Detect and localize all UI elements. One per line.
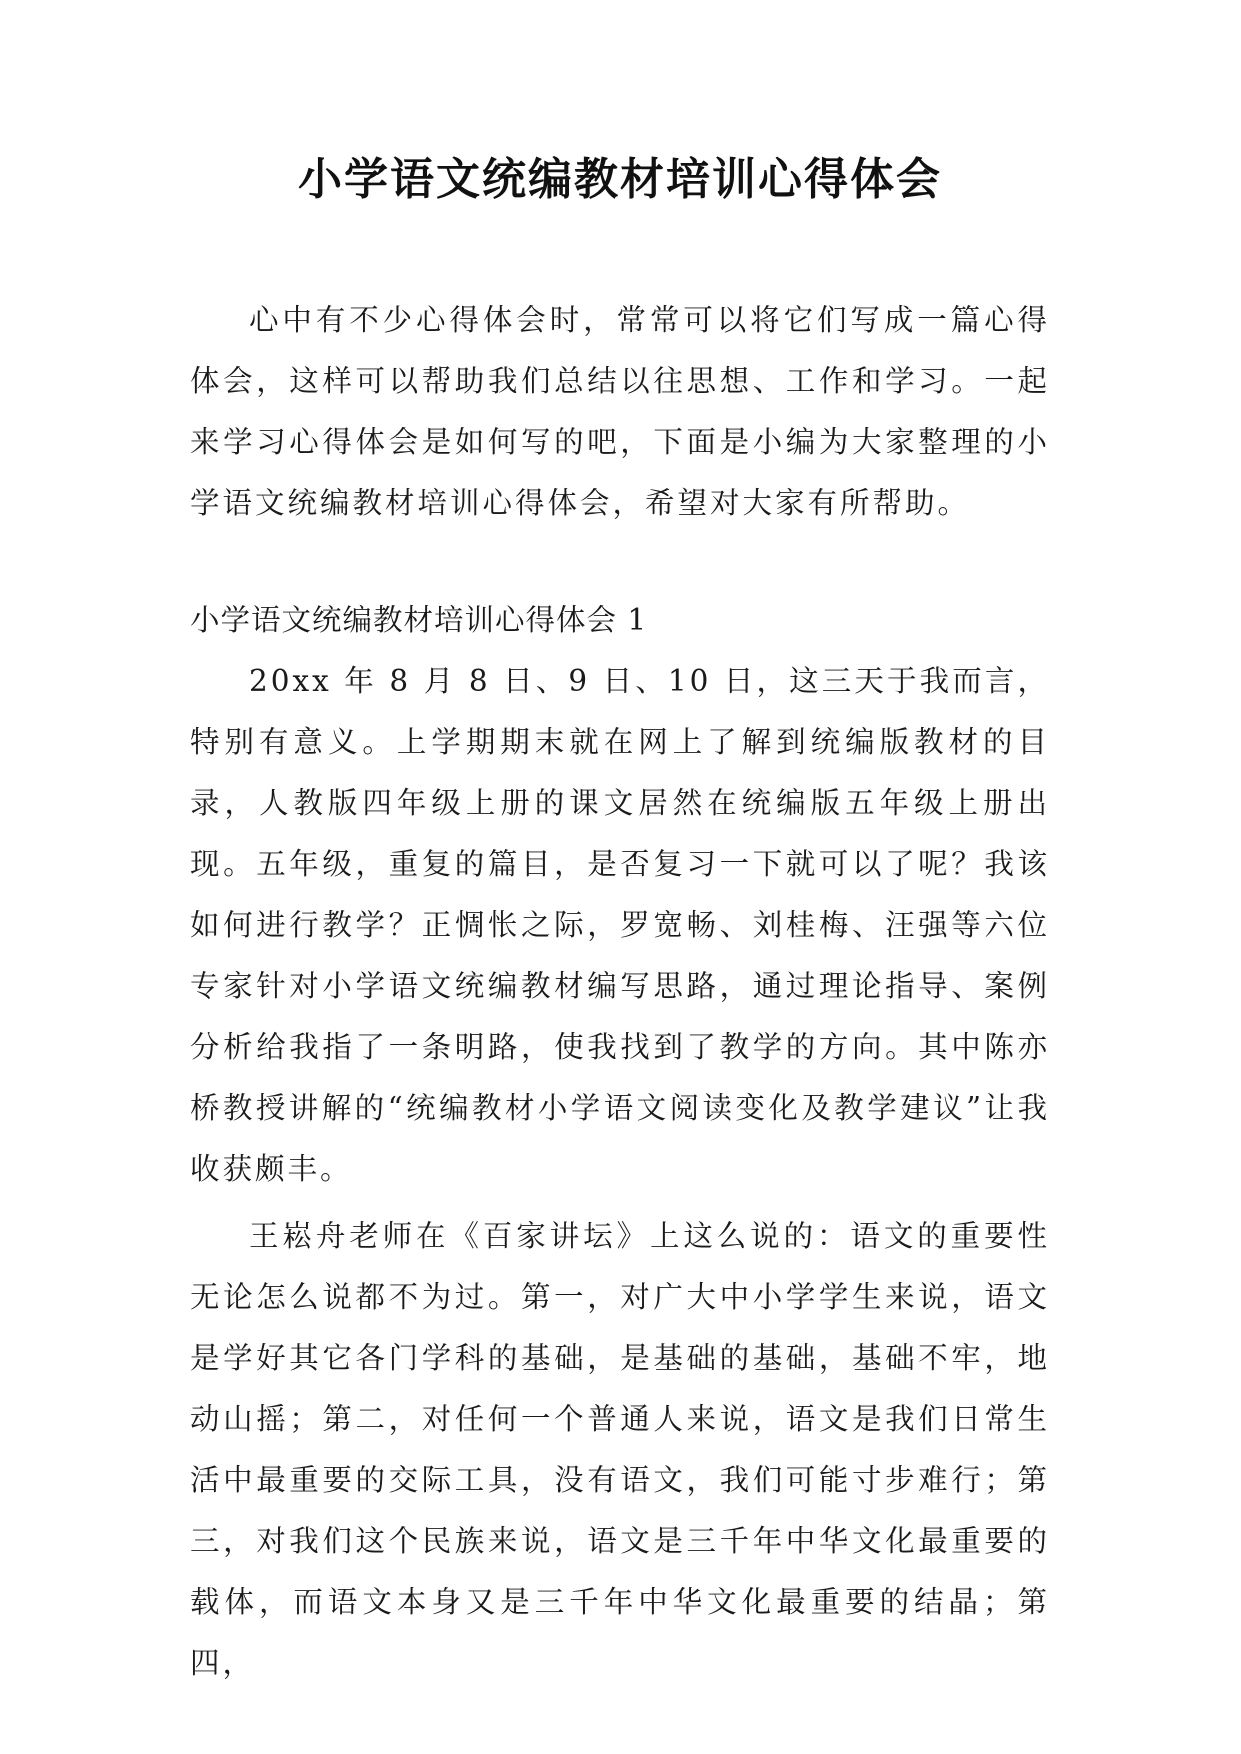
document-page xyxy=(190,150,1050,1694)
document-title: 小学语文统编教材培训心得体会 xyxy=(298,154,942,205)
section-heading: 小学语文统编教材培训心得体会 1 xyxy=(190,603,648,637)
body-paragraph-2: 王崧舟老师在《百家讲坛》上这么说的：语文的重要性无论怎么说都不为过。第一，对广大中小学学生来说，语文是学好其它各门学科的基础，是基础的基础，基础不牢，地动山摇；第二，对任何一个普通人来说，语文是我们日常生活中最重要的交际工具，没有语文，我们可能寸步难行；第三，对我们这个民族来说，语文是三千年中华文化最重要的载体，而语文本身又是三千年中华文化最重要的结晶；第四， xyxy=(190,1219,1050,1680)
intro-paragraph: 心中有不少心得体会时，常常可以将它们写成一篇心得体会，这样可以帮助我们总结以往思想、工作和学习。一起来学习心得体会是如何写的吧，下面是小编为大家整理的小学语文统编教材培训心得体会，希望对大家有所帮助。 xyxy=(190,303,1050,520)
body-paragraph-1: 20xx 年 8 月 8 日、9 日、10 日，这三天于我而言，特别有意义。上学期期末就在网上了解到统编版教材的目录，人教版四年级上册的课文居然在统编版五年级上册出现。五年级，重复的篇目，是否复习一下就可以了呢？我该如何进行教学？正惆怅之际，罗宽畅、刘桂梅、汪强等六位专家针对小学语文统编教材编写思路，通过理论指导、案例分析给我指了一条明路，使我找到了教学的方向。其中陈亦桥教授讲解的“统编教材小学语文阅读变化及教学建议”让我收获颇丰。 xyxy=(190,664,1050,1186)
